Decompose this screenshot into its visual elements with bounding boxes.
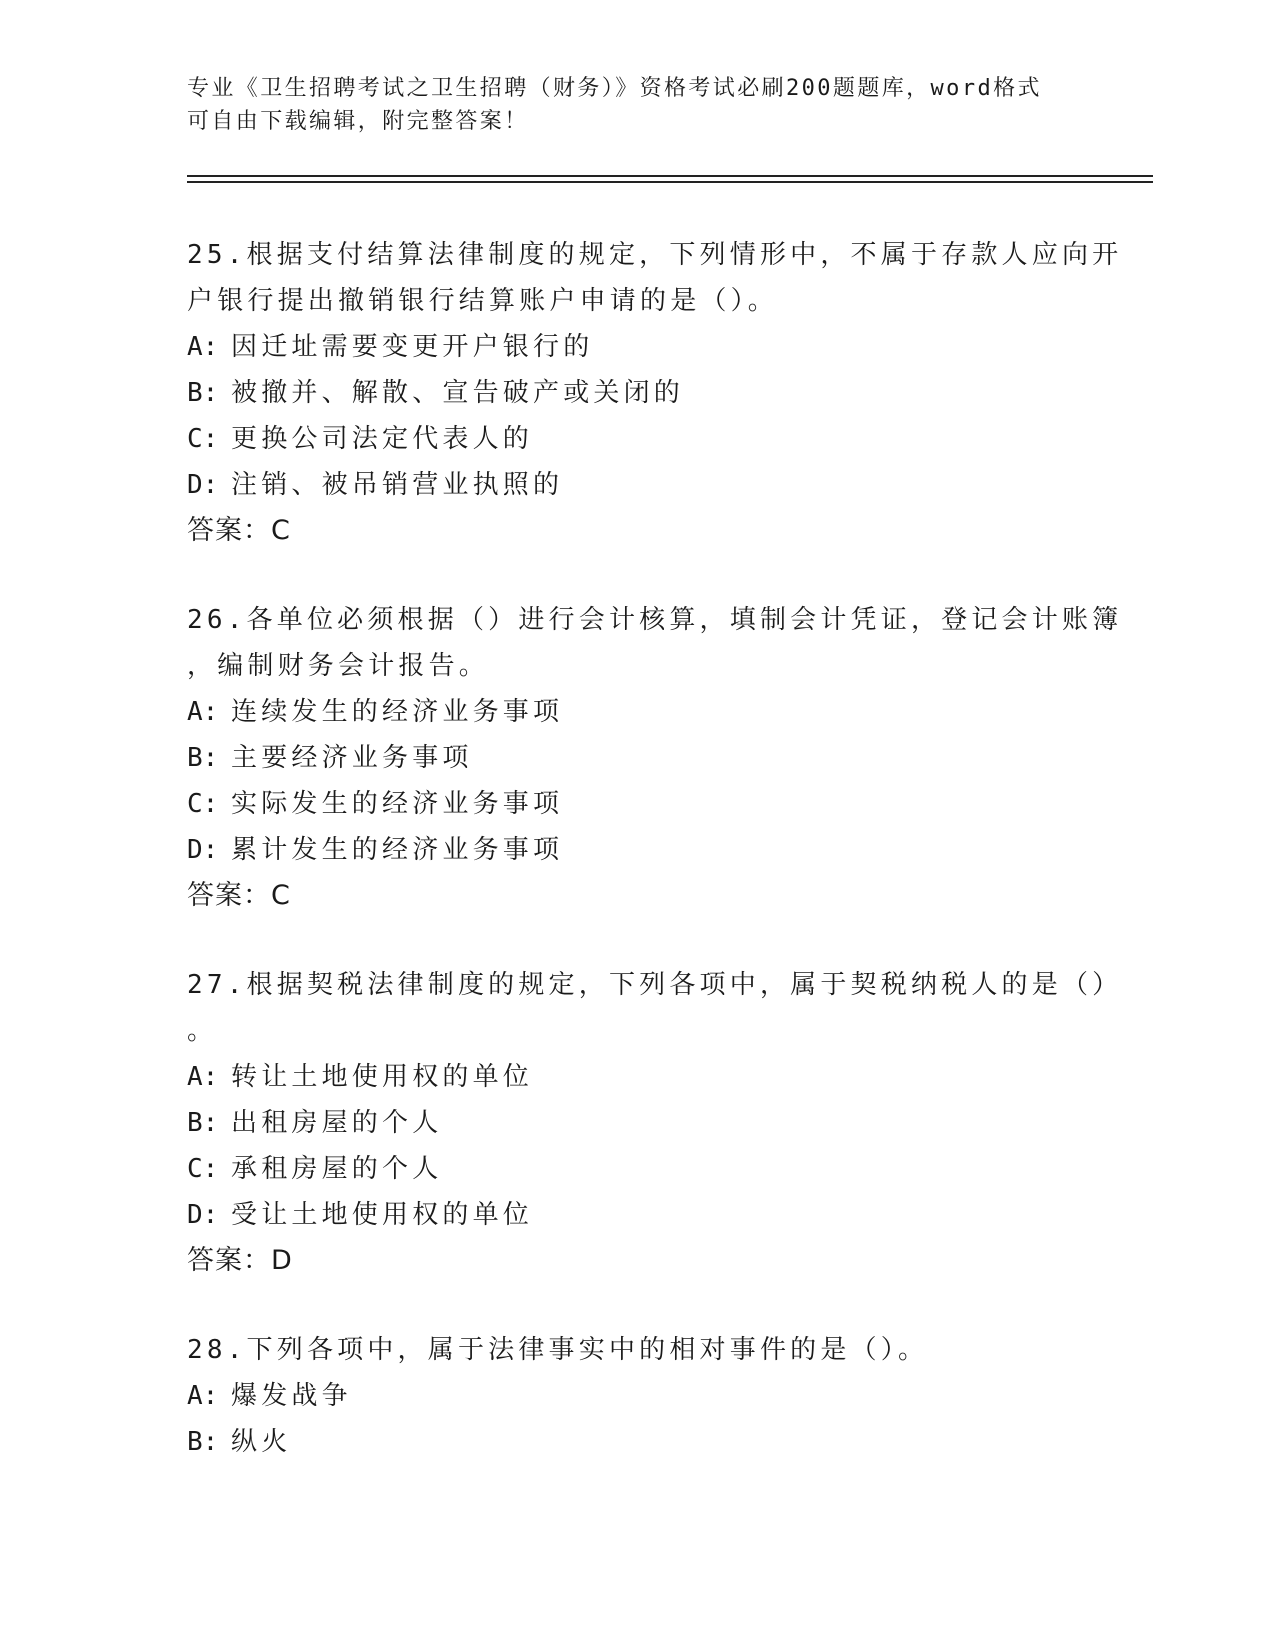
- option-text: 主要经济业务事项: [231, 743, 473, 773]
- option-d: [187, 1192, 1087, 1238]
- option-text: 累计发生的经济业务事项: [231, 835, 564, 865]
- option-text: 被撤并、解散、宣告破产或关闭的: [231, 378, 685, 408]
- question-text: ，编制财务会计报告。: [187, 651, 490, 681]
- option-letter: C:: [187, 424, 219, 454]
- header-divider-bottom: [187, 181, 1153, 183]
- option-letter: A:: [187, 1381, 219, 1411]
- option-b: [187, 735, 1087, 781]
- answer-label: 答案：C: [187, 515, 291, 546]
- header-title-line-1: 专业《卫生招聘考试之卫生招聘（财务）》资格考试必刷200题题库，word格式: [187, 76, 1042, 101]
- option-c: [187, 416, 1087, 462]
- question-27: [187, 962, 1123, 1284]
- option-text: 因迁址需要变更开户银行的: [231, 332, 594, 362]
- option-text: 连续发生的经济业务事项: [231, 697, 564, 727]
- option-text: 实际发生的经济业务事项: [231, 789, 564, 819]
- option-text: 承租房屋的个人: [231, 1154, 443, 1184]
- option-letter: B:: [187, 1427, 219, 1457]
- answer-label: 答案：D: [187, 1245, 293, 1276]
- answer-label: 答案：C: [187, 880, 291, 911]
- document-header: [187, 72, 1087, 138]
- option-d: [187, 462, 1087, 508]
- option-d: [187, 827, 1087, 873]
- option-letter: B:: [187, 378, 219, 408]
- option-letter: D:: [187, 835, 219, 865]
- option-letter: B:: [187, 743, 219, 773]
- option-letter: B:: [187, 1108, 219, 1138]
- question-text: 26.各单位必须根据（）进行会计核算，填制会计凭证，登记会计账簿: [187, 605, 1123, 635]
- option-letter: C:: [187, 789, 219, 819]
- option-text: 注销、被吊销营业执照的: [231, 470, 564, 500]
- option-a: [187, 324, 1087, 370]
- question-text: 27.根据契税法律制度的规定，下列各项中，属于契税纳税人的是（）: [187, 970, 1123, 1000]
- header-divider-top: [187, 175, 1153, 177]
- question-text: 户银行提出撤销银行结算账户申请的是（）。: [187, 286, 779, 316]
- option-a: [187, 689, 1087, 735]
- option-letter: C:: [187, 1154, 219, 1184]
- question-25: [187, 232, 1123, 554]
- option-letter: A:: [187, 1062, 219, 1092]
- option-b: [187, 370, 1087, 416]
- option-text: 受让土地使用权的单位: [231, 1200, 534, 1230]
- question-26: [187, 597, 1123, 919]
- option-text: 爆发战争: [231, 1381, 352, 1411]
- option-c: [187, 1146, 1087, 1192]
- option-a: [187, 1373, 1087, 1419]
- option-a: [187, 1054, 1087, 1100]
- question-text: 28.下列各项中，属于法律事实中的相对事件的是（）。: [187, 1335, 929, 1365]
- question-28: [187, 1327, 1087, 1465]
- option-letter: D:: [187, 1200, 219, 1230]
- header-title-line-2: 可自由下载编辑，附完整答案！: [187, 109, 529, 134]
- option-letter: A:: [187, 697, 219, 727]
- option-b: [187, 1419, 1087, 1465]
- option-text: 转让土地使用权的单位: [231, 1062, 534, 1092]
- option-c: [187, 781, 1087, 827]
- option-letter: D:: [187, 470, 219, 500]
- option-b: [187, 1100, 1087, 1146]
- option-letter: A:: [187, 332, 219, 362]
- option-text: 纵火: [231, 1427, 292, 1457]
- question-text: 。: [187, 1016, 218, 1046]
- option-text: 更换公司法定代表人的: [231, 424, 534, 454]
- option-text: 出租房屋的个人: [231, 1108, 443, 1138]
- question-text: 25.根据支付结算法律制度的规定，下列情形中，不属于存款人应向开: [187, 240, 1123, 270]
